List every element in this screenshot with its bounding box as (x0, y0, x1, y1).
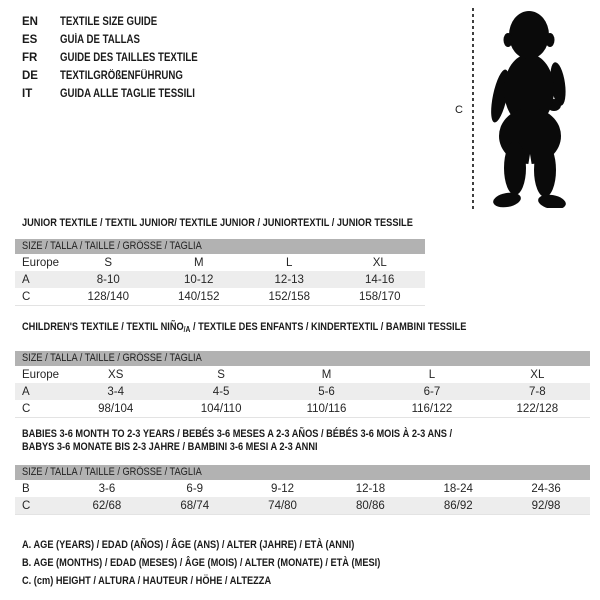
section-children (15, 321, 590, 418)
table-cell: L (286, 256, 293, 269)
section-heading-text (22, 441, 318, 454)
table-cell: 3-6 (98, 482, 116, 495)
table-cell: 7-8 (529, 385, 546, 398)
height-dashed-line (471, 8, 475, 209)
section-heading-text (22, 428, 452, 441)
table-cell: 8-10 (96, 273, 120, 286)
table-cell: 10-12 (184, 273, 214, 286)
language-title: TEXTILE SIZE GUIDE (60, 16, 158, 28)
table-row (15, 271, 425, 288)
footnotes (22, 536, 449, 590)
row-label: A (22, 273, 30, 286)
section-heading (22, 217, 425, 230)
section-heading-text (22, 321, 466, 336)
table-cell: 62/68 (92, 499, 122, 512)
row-label: Europe (22, 368, 60, 381)
table-header-bar (15, 351, 590, 366)
table-cell: 98/104 (98, 402, 134, 415)
footnote-line (22, 554, 449, 572)
row-label: C (22, 290, 31, 303)
table-row (15, 497, 590, 514)
table-header-text: SIZE / TALLA / TAILLE / GRÖSSE / TAGLIA (22, 240, 202, 252)
section-heading (22, 428, 590, 441)
table-cell: 116/122 (411, 402, 453, 415)
table-cell: 5-6 (318, 385, 335, 398)
language-code: IT (22, 88, 33, 100)
table-cell: 92/98 (531, 499, 561, 512)
heading-segment: / TEXTILE DES ENFANTS / KINDERTEXTIL / BAMBINI TESSILE (190, 321, 467, 333)
footnote-text: C. (cm) HEIGHT / ALTURA / HAUTEUR / HÖHE / ALTEZZA (22, 575, 272, 587)
table-cell: 128/140 (87, 290, 130, 303)
heading-segment: BABIES 3-6 MONTH TO 2-3 YEARS / BEBÉS 3-6 MESES A 2-3 AÑOS / BÉBÉS 3-6 MOIS À 2-3 ANS / (22, 428, 453, 440)
table-cell: 110/116 (306, 402, 347, 415)
table-cell: 6-7 (423, 385, 441, 398)
language-title: GUIDE DES TAILLES TEXTILE (60, 52, 198, 64)
row-label: C (22, 402, 31, 415)
table-cell: M (321, 368, 332, 381)
table-cell: L (428, 368, 436, 381)
table-row (15, 480, 590, 497)
language-title: GUÍA DE TALLAS (60, 34, 140, 46)
table-cell: 68/74 (180, 499, 210, 512)
table-cell: 122/128 (516, 402, 559, 415)
table-cell: S (217, 368, 225, 381)
language-row (22, 31, 224, 49)
section-heading (22, 441, 590, 454)
table-header-text: SIZE / TALLA / TAILLE / GRÖSSE / TAGLIA (22, 466, 202, 478)
language-title: TEXTILGRÖßENFÜHRUNG (60, 70, 183, 82)
language-row (22, 49, 224, 67)
heading-segment: CHILDREN'S TEXTILE / TEXTIL NIÑO (22, 321, 184, 333)
language-row (22, 13, 224, 31)
table-header-bar (15, 239, 425, 254)
table-cell: 12-13 (274, 273, 304, 286)
section-junior (15, 217, 425, 306)
language-code: ES (22, 34, 38, 46)
footnote-line (22, 572, 449, 590)
table-cell: 80/86 (356, 499, 385, 512)
table-row (15, 288, 425, 305)
row-label: A (22, 385, 30, 398)
table-cell: 158/170 (358, 290, 401, 303)
table-cell: 14-16 (365, 273, 395, 286)
section-heading (22, 321, 590, 336)
table-cell: 4-5 (212, 385, 230, 398)
table-row (15, 383, 590, 400)
table-cell: 104/110 (200, 402, 242, 415)
footnote-text: A. AGE (YEARS) / EDAD (AÑOS) / ÂGE (ANS) / ALTER (JAHRE) / ETÀ (ANNI) (22, 539, 355, 551)
size-table-junior (15, 239, 425, 306)
row-label: Europe (22, 256, 60, 269)
language-code: DE (22, 70, 38, 82)
heading-segment: BABYS 3-6 MONATE BIS 2-3 JAHRE / BAMBINI 3-6 MESI A 2-3 ANNI (22, 441, 318, 453)
table-cell: 74/80 (268, 499, 297, 512)
language-row (22, 67, 224, 85)
table-cell: 152/158 (268, 290, 311, 303)
size-table-children (15, 351, 590, 418)
baby-silhouette-icon (483, 8, 575, 208)
table-cell: 6-9 (186, 482, 204, 495)
table-cell: 18-24 (443, 482, 473, 495)
table-cell: M (193, 256, 204, 269)
table-cell: 86/92 (443, 499, 473, 512)
heading-segment: JUNIOR TEXTILE / TEXTIL JUNIOR/ TEXTILE JUNIOR / JUNIORTEXTIL / JUNIOR TESSILE (22, 217, 413, 229)
table-row (15, 400, 590, 417)
table-cell: XS (108, 368, 124, 381)
table-cell: 9-12 (271, 482, 295, 495)
table-cell: 24-36 (531, 482, 561, 495)
footnote-text: B. AGE (MONTHS) / EDAD (MESES) / ÂGE (MOIS) / ALTER (MONATE) / ETÀ (MESI) (22, 557, 381, 569)
figure-height-label: C (455, 104, 463, 116)
section-babies (15, 428, 590, 515)
table-header-bar (15, 465, 590, 480)
size-table-babies (15, 465, 590, 515)
table-header-text: SIZE / TALLA / TAILLE / GRÖSSE / TAGLIA (22, 352, 202, 364)
language-list (22, 13, 224, 103)
table-cell: XL (530, 368, 545, 381)
heading-segment: /A (183, 325, 191, 334)
language-code: EN (22, 16, 38, 28)
table-cell: 140/152 (177, 290, 220, 303)
row-label: C (22, 499, 31, 512)
table-cell: 12-18 (355, 482, 386, 495)
footnote-line (22, 536, 449, 554)
section-heading-text (22, 217, 413, 230)
table-cell: S (104, 256, 113, 269)
table-row (15, 366, 590, 383)
language-row (22, 85, 224, 103)
table-cell: 3-4 (107, 385, 125, 398)
language-code: FR (22, 52, 38, 64)
table-row (15, 254, 425, 271)
row-label: B (22, 482, 30, 495)
language-title: GUIDA ALLE TAGLIE TESSILI (60, 88, 195, 100)
table-cell: XL (372, 256, 387, 269)
